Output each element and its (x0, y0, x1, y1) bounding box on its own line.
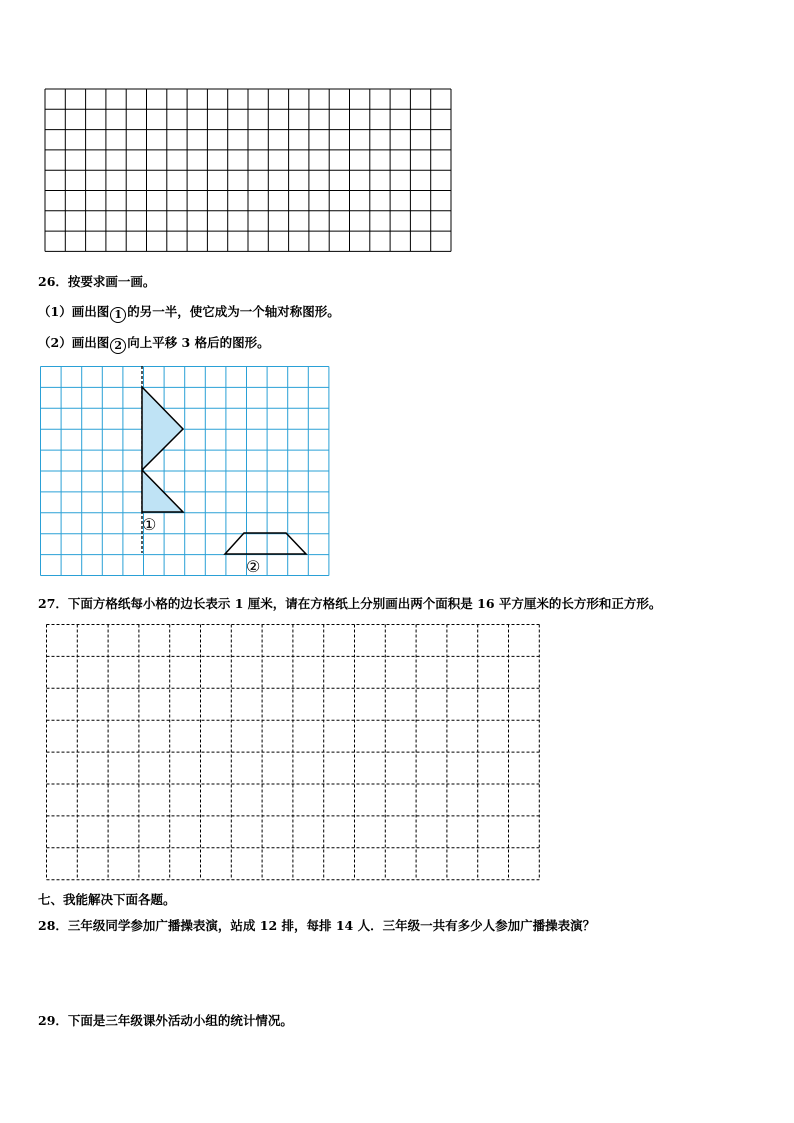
circled-number-2: 2 (110, 338, 126, 354)
q27-dashed-grid[interactable] (46, 624, 542, 882)
figure-2-label: ② (246, 557, 261, 576)
q26-sub1-pre: （1）画出图 (38, 304, 110, 319)
circled-number-1: 1 (110, 307, 126, 323)
q26-sub1 (38, 302, 340, 323)
section-7-title: 七、我能解决下面各题。 (38, 892, 176, 907)
q28-title: 28．三年级同学参加广播操表演，站成 12 排，每排 14 人．三年级一共有多少人参加广播操表演？ (38, 918, 596, 933)
figure-1-label: ① (142, 515, 157, 534)
q26-sub1-post: 的另一半，使它成为一个轴对称图形。 (127, 304, 340, 319)
figure-2-trapezoid (225, 533, 306, 554)
q26-sub2 (38, 333, 270, 354)
figure-1-half-shape (142, 387, 183, 512)
q26-drawing-grid[interactable] (40, 366, 330, 578)
q27-title: 27．下面方格纸每小格的边长表示 1 厘米，请在方格纸上分别画出两个面积是 16 平方厘米的长方形和正方形。 (38, 596, 662, 611)
q26-sub2-pre: （2）画出图 (38, 335, 110, 350)
q29-title: 29．下面是三年级课外活动小组的统计情况。 (38, 1013, 293, 1028)
top-answer-grid[interactable] (44, 88, 454, 254)
q26-title: 26．按要求画一画。 (38, 274, 156, 289)
q26-sub2-post: 向上平移 3 格后的图形。 (127, 335, 270, 350)
